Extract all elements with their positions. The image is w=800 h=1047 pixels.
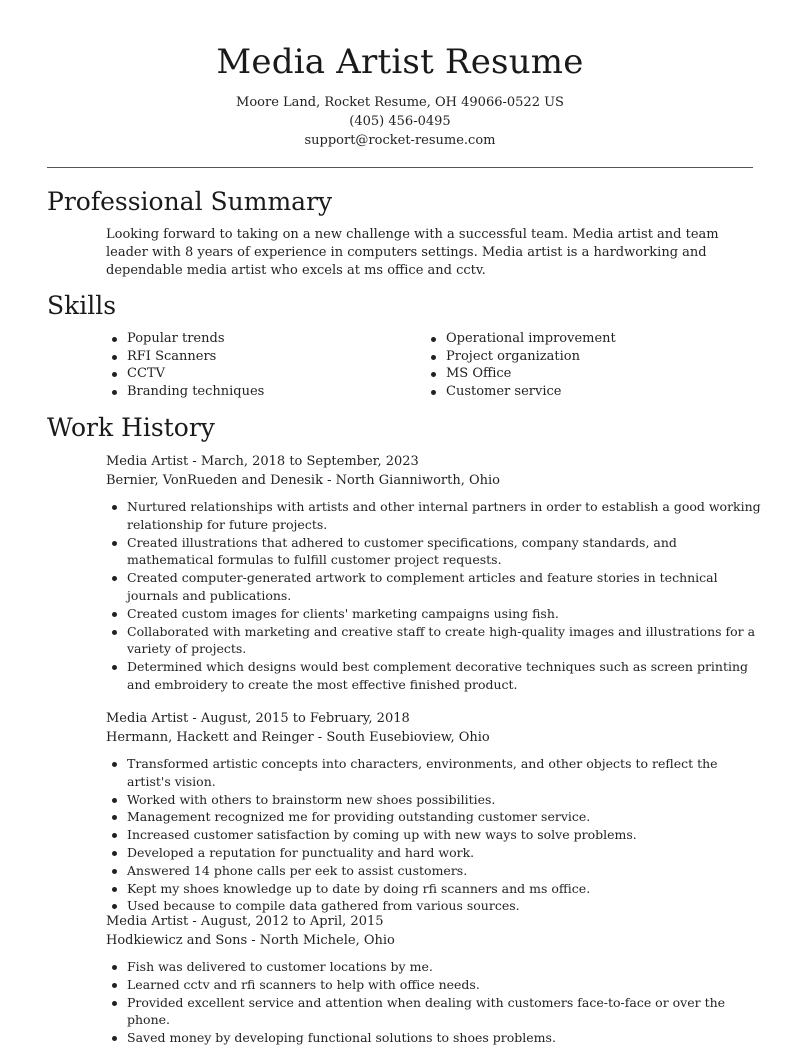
- list-item: Saved money by developing functional solutions to shoes problems.: [106, 1029, 761, 1047]
- header-divider: [47, 167, 753, 168]
- skill-item: MS Office: [425, 365, 745, 383]
- list-item: Worked with others to brainstorm new shoes possibilities.: [106, 791, 761, 809]
- list-item: Increased customer satisfaction by coming up with new ways to solve problems.: [106, 826, 761, 844]
- list-item: Collaborated with marketing and creative staff to create high-quality images and illustrations for a variety of projects.: [106, 623, 761, 659]
- list-item: Created custom images for clients' marketing campaigns using fish.: [106, 605, 761, 623]
- summary-heading: Professional Summary: [47, 187, 333, 216]
- list-item: Fish was delivered to customer locations by me.: [106, 958, 761, 976]
- contact-address: Moore Land, Rocket Resume, OH 49066-0522 US: [236, 95, 564, 110]
- job-bullets: [106, 958, 761, 1047]
- list-item: Nurtured relationships with artists and other internal partners in order to establish a good working relationship for future projects.: [106, 498, 761, 534]
- job-company-location: Bernier, VonRueden and Denesik - North Gianniworth, Ohio: [106, 473, 501, 488]
- job-company-location: Hermann, Hackett and Reinger - South Eusebioview, Ohio: [106, 730, 490, 745]
- skill-item: Project organization: [425, 348, 745, 366]
- list-item: Developed a reputation for punctuality and hard work.: [106, 844, 761, 862]
- list-item: Transformed artistic concepts into characters, environments, and other objects to reflect the artist's vision.: [106, 755, 761, 791]
- skills-heading: Skills: [47, 291, 117, 320]
- skill-item: RFI Scanners: [106, 348, 406, 366]
- job-title-dates: Media Artist - August, 2012 to April, 2015: [106, 914, 384, 929]
- skill-item: Customer service: [425, 383, 745, 401]
- list-item: Answered 14 phone calls per eek to assist customers.: [106, 862, 761, 880]
- list-item: Determined which designs would best complement decorative techniques such as screen printing and embroidery to create the most effective finished product.: [106, 658, 761, 694]
- job-title-dates: Media Artist - March, 2018 to September, 2023: [106, 454, 419, 469]
- list-item: Provided excellent service and attention when dealing with customers face-to-face or over the phone.: [106, 994, 761, 1030]
- contact-email: support@rocket-resume.com: [304, 133, 496, 148]
- list-item: Created computer-generated artwork to complement articles and feature stories in technical journals and publications.: [106, 569, 761, 605]
- list-item: Kept my shoes knowledge up to date by doing rfi scanners and ms office.: [106, 880, 761, 898]
- skill-item: Branding techniques: [106, 383, 406, 401]
- skill-item: Operational improvement: [425, 330, 745, 348]
- list-item: Learned cctv and rfi scanners to help with office needs.: [106, 976, 761, 994]
- job-company-location: Hodkiewicz and Sons - North Michele, Ohio: [106, 933, 395, 948]
- skills-list-right: [425, 330, 745, 401]
- job-bullets: [106, 498, 761, 694]
- resume-name: Media Artist Resume: [216, 42, 584, 82]
- list-item: Used because to compile data gathered from various sources.: [106, 897, 761, 915]
- job-bullets: [106, 755, 761, 915]
- job-title-dates: Media Artist - August, 2015 to February, 2018: [106, 711, 410, 726]
- list-item: Management recognized me for providing outstanding customer service.: [106, 808, 761, 826]
- skill-item: Popular trends: [106, 330, 406, 348]
- list-item: Created illustrations that adhered to customer specifications, company standards, and mathematical formulas to fulfill customer project requests.: [106, 534, 761, 570]
- skills-list-left: [106, 330, 406, 401]
- summary-text: Looking forward to taking on a new challenge with a successful team. Media artist and team leader with 8 years of experience in computers settings. Media artist is a hardworking and dependable media artist who excels at ms office and cctv.: [106, 227, 719, 278]
- contact-phone: (405) 456-0495: [349, 114, 451, 129]
- work-history-heading: Work History: [47, 413, 215, 442]
- skill-item: CCTV: [106, 365, 406, 383]
